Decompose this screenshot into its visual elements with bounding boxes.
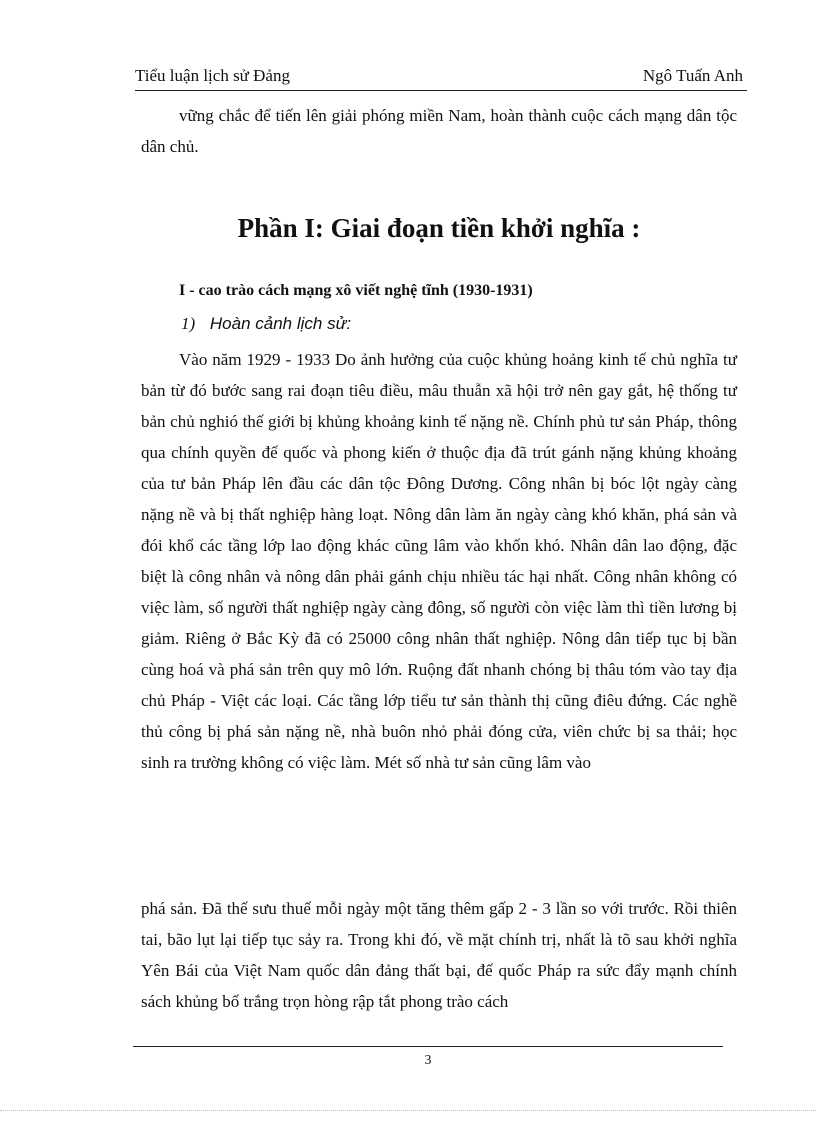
header-document-title: Tiểu luận lịch sử Đảng [135, 66, 290, 85]
page-number: 3 [424, 1053, 432, 1068]
subsection-label: Hoàn cảnh lịch sử: [209, 314, 352, 333]
paragraph-continued: phá sản. Đã thế sưu thuế mỗi ngày một tăng thêm gấp 2 - 3 lần so với trước. Rồi thiên tai, bão lụt lại tiếp tục sảy ra. Trong khi đó, về mặt chính trị, nhất là tõ sau khởi nghĩa Yên Bái của Việt Nam quốc dân đảng thất bại, đế quốc Pháp ra sức đẩy mạnh chính sách khủng bố trắng trọn hòng rập tắt phong trào cách [141, 899, 737, 1011]
subsection-heading [181, 314, 351, 334]
section-heading: I - cao trào cách mạng xô viết nghệ tĩnh (1930-1931) [179, 282, 533, 299]
page-footer [133, 1046, 723, 1069]
page-header [135, 64, 747, 91]
header-author: Ngô Tuấn Anh [642, 66, 743, 85]
paragraph-intro: vững chắc để tiến lên giải phóng miền Nam, hoàn thành cuộc cách mạng dân tộc dân chủ. [141, 106, 737, 156]
part-title: Phần I: Giai đoạn tiền khởi nghĩa : [237, 213, 641, 243]
subsection-number: 1) [181, 314, 196, 333]
page-divider [0, 1110, 816, 1111]
paragraph-main: Vào năm 1929 - 1933 Do ảnh hưởng của cuộc khủng hoảng kinh tế chủ nghĩa tư bản từ đó bước sang rai đoạn tiêu điều, mâu thuẫn xã hội trở nên gay gắt, hệ thống tư bản chủ nghió thế giới bị khủng khoảng kinh tế nặng nề. Chính phủ tư sản Pháp, thông qua chính quyền đế quốc và phong kiến ở thuộc địa đã trút gánh nặng khủng khoảng của tư bản Pháp lên đầu các dân tộc Đông Dương. Công nhân bị bóc lột ngày càng nặng nề và bị thất nghiệp hàng loạt. Nông dân làm ăn ngày càng khó khăn, phá sản và đói khổ các tầng lớp lao động khác cũng lâm vào khốn khó. Nhân dân lao động, đặc biệt là công nhân và nông dân phải gánh chịu nhiều tác hại nhất. Công nhân không có việc làm, số người thất nghiệp ngày càng đông, số người còn việc làm thì tiền lương bị giảm. Riêng ở Bắc Kỳ đã có 25000 công nhân thất nghiệp. Nông dân tiếp tục bị bần cùng hoá và phá sản trên quy mô lớn. Ruộng đất nhanh chóng bị thâu tóm vào tay địa chủ Pháp - Việt các loại. Các tầng lớp tiểu tư sản thành thị cũng điêu đứng. Các nghề thủ công bị phá sản nặng nề, nhà buôn nhỏ phải đóng cửa, viên chức bị sa thải; học sinh ra trường không có việc làm. Mét số nhà tư sản cũng lâm vào [141, 350, 737, 772]
